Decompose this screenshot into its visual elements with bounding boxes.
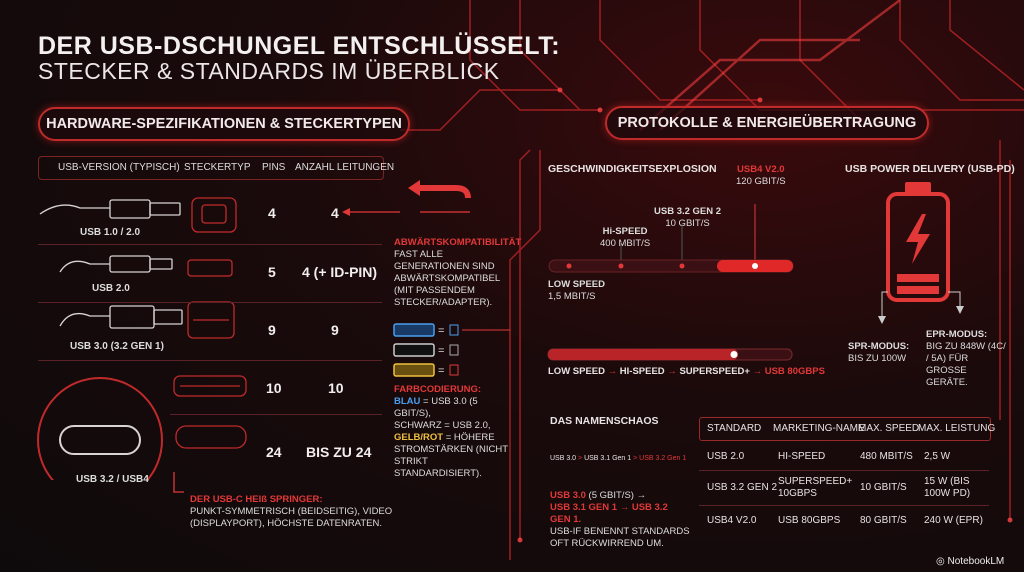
usb-b-port-icon (192, 198, 236, 232)
yellow-text: = HÖHERE STROMSTÄRKEN (NICHT STRIKT STANDARDISIERT). (394, 432, 508, 479)
std-cell: HI-SPEED (778, 451, 826, 462)
usb-mini-port-icon (188, 260, 232, 276)
logo-icon: ◎ (936, 556, 945, 567)
naming-heading: DAS NAMENSCHAOS (550, 415, 659, 427)
usb3-plug-icon (110, 306, 154, 328)
progression-superspeed: SUPERSPEED+ (679, 366, 750, 377)
speed-point-low (567, 264, 572, 269)
usbc-note-heading: DER USB-C HEIß SPRINGER: (190, 494, 323, 505)
naming-rest: (5 GBIT/S) → (585, 490, 647, 501)
usb4-label (736, 164, 786, 188)
gen2-name: USB 3.2 GEN 2 (654, 206, 722, 217)
std-cell: 480 MBIT/S (860, 451, 913, 462)
row-divider (170, 414, 382, 415)
svg-text:=: = (438, 365, 445, 377)
header-pins: PINS (262, 162, 286, 173)
low-speed: 1,5 MBIT/S (548, 291, 596, 302)
blue-text: = USB 3.0 (5 GBIT/S), (394, 396, 478, 419)
arrow-icon: → (667, 366, 677, 377)
epr-mode (926, 329, 1006, 389)
connector-illustrations (30, 190, 260, 480)
svg-text:=: = (438, 345, 445, 357)
naming-line4: OFT RÜCKWIRREND UM. (550, 538, 664, 549)
cable-icon (40, 205, 110, 214)
std-cell: USB 80GBPS (778, 515, 841, 526)
row-lines-3: 9 (331, 322, 339, 338)
blue-port-icon (394, 324, 434, 336)
svg-text:=: = (438, 325, 445, 337)
power-heading: USB POWER DELIVERY (USB-PD) (845, 163, 1015, 175)
std-cell: USB4 V2.0 (707, 515, 757, 526)
blue-word: BLAU (394, 396, 421, 407)
std-cell: 80 GBIT/S (860, 515, 907, 526)
chain-usb30: USB 3.0 (550, 455, 577, 462)
compat-heading: ABWÄRTSKOMPATIBILITÄT (394, 237, 522, 248)
chain-sep: > (578, 455, 583, 462)
usb4-speed: 120 GBIT/S (736, 176, 786, 187)
std-header-speed: MAX. SPEED (858, 423, 920, 434)
row-label-5: USB 3.2 / USB4 (76, 474, 149, 485)
usb4-name: USB4 V2.0 (737, 164, 785, 175)
speed-heading: GESCHWINDIGKEITSEXPLOSION (548, 163, 717, 175)
row-divider (38, 244, 382, 245)
usb-c-port-icon (60, 426, 140, 454)
naming-line3: USB-IF BENENNT STANDARDS (550, 526, 690, 537)
spr-mode (848, 341, 909, 365)
row-pins-4: 10 (266, 380, 282, 396)
usbc-note (190, 494, 400, 530)
speed-point-gen2 (680, 264, 685, 269)
row-pins-1: 4 (268, 205, 276, 221)
row-lines-2: 4 (+ ID-PIN) (302, 264, 378, 280)
usb-mini-plug-icon (110, 256, 150, 272)
yellow-port-icon (394, 364, 434, 376)
row-pins-3: 9 (268, 322, 276, 338)
row-label-2: USB 2.0 (92, 283, 130, 294)
row-divider (38, 360, 382, 361)
hispeed-speed: 400 MBIT/S (600, 238, 651, 249)
undo-arrow-icon (420, 188, 468, 198)
usb-c-highlight-circle (38, 378, 162, 480)
std-header-marketing: MARKETING-NAME (773, 423, 865, 434)
notebooklm-logo (936, 556, 1004, 567)
row-lines-5: BIS ZU 24 (306, 444, 372, 460)
epr-text: BIG ZU 848W (4C/ / 5A) FÜR GROSSE GERÄTE. (926, 341, 1006, 388)
compat-arrow (340, 180, 490, 220)
header-usb-version: USB-VERSION (TYPISCH) (58, 162, 180, 173)
usb-a-plug-icon (110, 200, 150, 218)
color-coding-heading: FARBCODIERUNG: (394, 384, 482, 395)
usb-c-plug-icon (176, 426, 246, 448)
row-lines-1: 4 (331, 205, 339, 221)
low-speed-label (548, 279, 605, 303)
std-cell: 10 GBIT/S (860, 482, 907, 493)
color-coding-note (394, 384, 512, 480)
lightning-icon (906, 214, 930, 264)
hispeed-name: Hi-SPEED (602, 226, 648, 237)
row-label-3: USB 3.0 (3.2 GEN 1) (70, 341, 164, 352)
std-cell: 240 W (EPR) (924, 515, 983, 526)
row-divider (38, 302, 382, 303)
arrow-icon: → (607, 366, 618, 377)
std-cell: 15 W (BIS 100W PD) (924, 476, 971, 499)
low-name: LOW SPEED (548, 279, 606, 290)
row-pins-5: 24 (266, 444, 282, 460)
std-cell: 2,5 W (924, 451, 951, 462)
std-cell: USB 3.2 GEN 2 (707, 482, 778, 493)
compat-note (394, 237, 522, 309)
epr-name: EPR-MODUS: (926, 329, 988, 340)
speed-point-usb4 (752, 263, 758, 269)
progression-hispeed: HI-SPEED (619, 366, 665, 377)
speed-bar (545, 190, 795, 280)
yellow-word: GELB/ROT (394, 432, 444, 443)
naming-note (550, 490, 690, 550)
row-label-1: USB 1.0 / 2.0 (80, 227, 141, 238)
spr-name: SPR-MODUS: (848, 341, 910, 352)
progression-usb80: USB 80GBPS (764, 366, 825, 377)
spr-text: BIS ZU 100W (848, 353, 907, 364)
progression-low: LOW SPEED (548, 366, 606, 377)
chain-usb31: USB 3.1 Gen 1 (584, 455, 632, 462)
naming-red: USB 3.0 (550, 490, 586, 501)
header-lines: ANZAHL LEITUNGEN (295, 162, 395, 173)
battery-icon (870, 180, 980, 330)
chain-sep: > (633, 455, 638, 462)
compat-text: FAST ALLE GENERATIONEN SIND ABWÄRTSKOMPATIBEL (MIT PASSENDEM STECKER/ADAPTER). (394, 249, 500, 308)
std-row-divider (699, 505, 989, 506)
page-subtitle: STECKER & STANDARDS IM ÜBERBLICK (38, 58, 500, 84)
gen2-speed: 10 GBIT/S (665, 218, 710, 229)
page-title: DER USB-DSCHUNGEL ENTSCHLÜSSELT: (38, 32, 561, 60)
progression-bar (546, 348, 796, 362)
usbc-note-text: PUNKT-SYMMETRISCH (BEIDSEITIG), VIDEO (DISPLAYPORT), HÖCHSTE DATENRATEN. (190, 506, 393, 529)
speed-progression (548, 366, 825, 377)
logo-text: NotebookLM (947, 556, 1005, 567)
row-pins-2: 5 (268, 264, 276, 280)
row-lines-4: 10 (328, 380, 344, 396)
std-header-standard: STANDARD (707, 423, 762, 434)
header-connector: STECKERTYP (184, 162, 251, 173)
arrow-icon: → (752, 366, 763, 377)
naming-line2: USB 3.1 GEN 1 → USB 3.2 GEN 1. (550, 502, 668, 525)
chain-usb32: USB 3.2 Gen 1 (639, 455, 687, 462)
std-row-divider (699, 470, 989, 471)
black-port-icon (394, 344, 434, 356)
black-text: SCHWARZ = USB 2.0, (394, 420, 491, 431)
std-cell: USB 2.0 (707, 451, 745, 462)
std-cell: SUPERSPEED+ 10GBPS (778, 476, 853, 499)
std-header-power: MAX. LEISTUNG (918, 423, 996, 434)
naming-chain (550, 455, 686, 462)
hardware-section-pill: HARDWARE-SPEZIFIKATIONEN & STECKERTYPEN (38, 107, 410, 141)
speed-point-hispeed (619, 264, 624, 269)
protocol-section-pill: PROTOKOLLE & ENERGIEÜBERTRAGUNG (605, 106, 929, 140)
color-coded-ports (392, 320, 512, 380)
